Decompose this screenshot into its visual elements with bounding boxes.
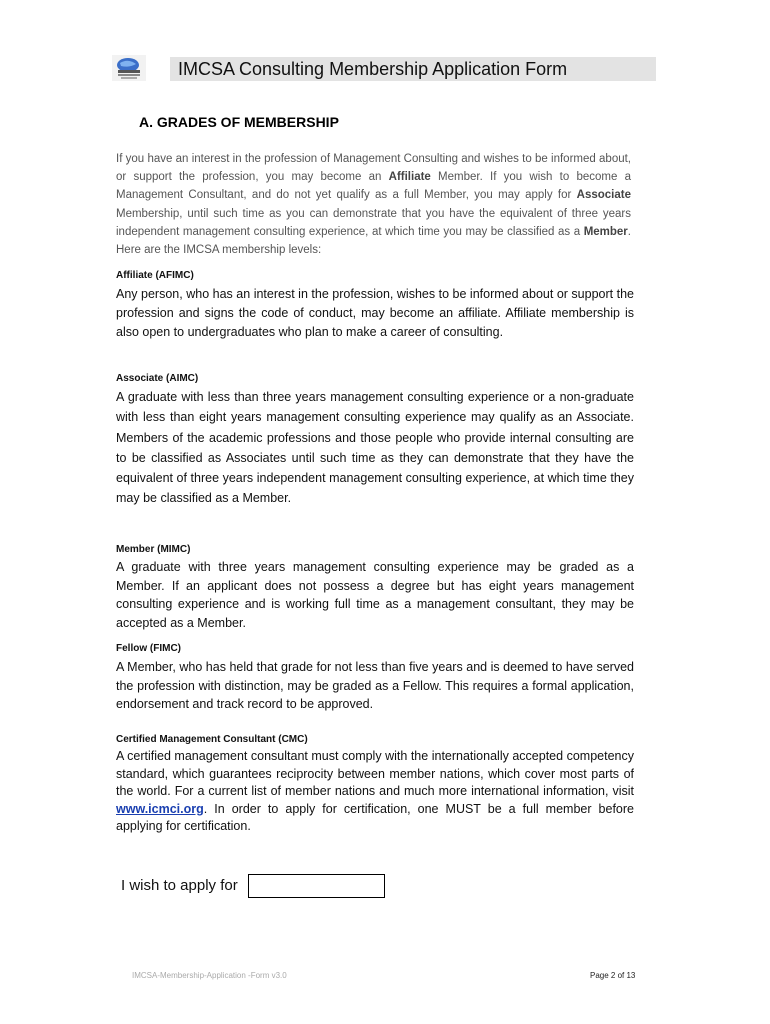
intro-text-2: Member. If you wish to become a Management Consultant, and do not yet qualify as a full Member, you may apply for	[116, 171, 631, 202]
intro-text-1: If you have an interest in the profession of Management Consulting and wishes to be informed about, or support the profession, you may become an	[116, 153, 631, 184]
affiliate-heading: Affiliate (AFIMC)	[116, 270, 194, 281]
cmc-text-before-link: A certified management consultant must comply with the internationally accepted competency standard, which guarantees reciprocity between member nations, which cover most parts of the world. For a current list of member nations and much more international information, visit	[116, 749, 634, 798]
affiliate-paragraph: Any person, who has an interest in the profession, wishes to be informed about or support the profession and signs the code of conduct, may become an affiliate. Affiliate membership is also open to undergraduates who plan to make a career of consulting.	[116, 287, 634, 339]
intro-associate-bold: Associate	[576, 189, 631, 202]
member-text	[116, 558, 634, 632]
fellow-paragraph: A Member, who has held that grade for not less than five years and is deemed to have served the profession with distinction, may be graded as a Fellow. This requires a formal application, endorsement and track record to be approved.	[116, 660, 634, 711]
associate-text	[116, 387, 634, 509]
cmc-text-after-link: . In order to apply for certification, one MUST be a full member before applying for certification.	[116, 801, 634, 833]
imcsa-logo-icon	[112, 55, 146, 81]
affiliate-text	[116, 285, 634, 342]
intro-affiliate-bold: Affiliate	[388, 171, 431, 184]
cmc-text	[116, 748, 634, 836]
intro-member-bold: Member	[583, 225, 628, 238]
fellow-text	[116, 658, 634, 714]
icmci-link[interactable]: www.icmci.org	[116, 801, 204, 816]
cmc-heading: Certified Management Consultant (CMC)	[116, 734, 308, 745]
footer-document-name: IMCSA-Membership-Application -Form v3.0	[132, 971, 287, 980]
member-heading: Member (MIMC)	[116, 544, 191, 555]
intro-paragraph	[116, 150, 631, 259]
associate-heading: Associate (AIMC)	[116, 373, 199, 384]
footer-page-number: Page 2 of 13	[590, 971, 636, 980]
apply-for-input[interactable]	[248, 874, 385, 898]
intro-text-3: Membership, until such time as you can demonstrate that you have the equivalent of three years independent management consulting experience, at which time you may be classified as a	[116, 207, 631, 238]
page-title: IMCSA Consulting Membership Application Form	[178, 59, 568, 79]
associate-paragraph: A graduate with less than three years management consulting experience or a non-graduate with less than eight years management consulting experience may qualify as an Associate. Members of the academic professions and those people who provide internal consulting are to be classified as Associates until such time as they can demonstrate that they have the equivalent of three years independent management consulting experience, at which time they may be classified as a Member.	[116, 390, 634, 506]
member-paragraph: A graduate with three years management consulting experience may be graded as a Member. If an applicant does not possess a degree but has eight years management consulting experience and is working full time as a management consultant, they may be accepted as a Member.	[116, 560, 634, 630]
section-heading: A. GRADES OF MEMBERSHIP	[139, 114, 339, 130]
fellow-heading: Fellow (FIMC)	[116, 643, 181, 654]
apply-label: I wish to apply for	[121, 877, 238, 894]
intro-text-4: . Here are the IMCSA membership levels:	[116, 225, 631, 257]
